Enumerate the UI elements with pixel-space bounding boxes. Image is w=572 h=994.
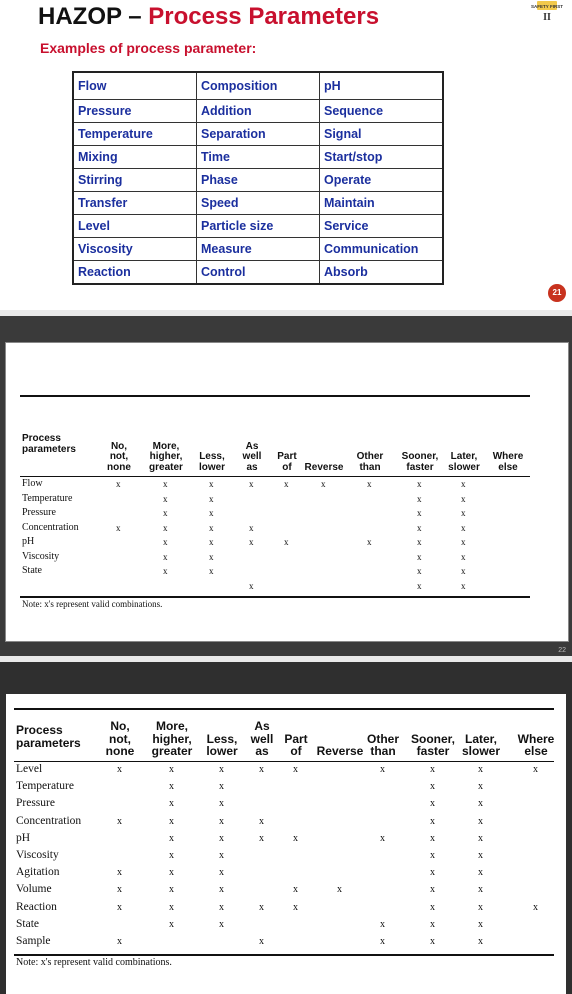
row-label: Concentration — [16, 814, 82, 827]
combination-mark: x — [293, 901, 298, 913]
table-cell: Mixing — [73, 146, 197, 169]
combination-mark: x — [478, 832, 483, 844]
combination-mark: x — [293, 832, 298, 844]
combination-mark: x — [478, 936, 483, 947]
table-cell: Maintain — [320, 192, 444, 215]
table-cell: Speed — [197, 192, 320, 215]
column-header: No, not, none — [107, 440, 131, 473]
svg-text:SAFETY FIRST: SAFETY FIRST — [531, 4, 563, 9]
column-header: Reverse — [304, 461, 344, 473]
table-cell: Level — [73, 215, 197, 238]
row-label: Reaction — [16, 900, 57, 913]
table-top-rule — [14, 708, 554, 710]
combination-mark: x — [219, 798, 224, 810]
combination-mark: x — [417, 479, 422, 489]
slide-guideword-combinations-2 — [0, 662, 572, 994]
combination-mark: x — [169, 764, 174, 775]
combination-mark: x — [219, 815, 224, 827]
table-cell: Separation — [197, 123, 320, 146]
combination-mark: x — [430, 867, 435, 879]
table-cell: Flow — [73, 72, 197, 100]
table-cell: Reaction — [73, 261, 197, 285]
combination-mark: x — [478, 901, 483, 913]
combination-mark: x — [259, 901, 264, 913]
combination-mark: x — [219, 832, 224, 844]
column-header: Later, slower — [448, 451, 480, 473]
combination-mark: x — [116, 522, 121, 533]
combination-mark: x — [169, 798, 174, 810]
column-header: Less, lower — [198, 451, 226, 473]
table-cell: Service — [320, 215, 444, 238]
combination-mark: x — [461, 551, 466, 562]
combination-mark: x — [478, 781, 483, 793]
table-cell: Addition — [197, 100, 320, 123]
combination-mark: x — [117, 815, 122, 827]
row-label: State — [22, 565, 42, 576]
combination-mark: x — [293, 884, 298, 896]
combination-mark: x — [461, 537, 466, 547]
table-bottom-rule — [20, 596, 530, 598]
table-cell: Operate — [320, 169, 444, 192]
combination-mark: x — [478, 867, 483, 879]
combination-mark: x — [478, 850, 483, 861]
combination-mark: x — [478, 884, 483, 896]
combination-mark: x — [461, 479, 466, 489]
page-number-badge: 21 — [548, 284, 566, 302]
combination-mark: x — [219, 884, 224, 896]
combination-mark: x — [430, 918, 435, 930]
column-header: Part of — [284, 731, 308, 759]
row-label: State — [16, 917, 39, 930]
column-header: Part of — [277, 451, 297, 473]
row-label: Viscosity — [22, 550, 60, 562]
table-row — [73, 100, 443, 123]
combination-mark: x — [209, 566, 214, 576]
table-cell: Absorb — [320, 261, 444, 285]
combination-mark: x — [417, 537, 422, 547]
safety-first-logo-icon — [531, 0, 563, 23]
combination-mark: x — [461, 580, 466, 591]
combination-mark: x — [117, 867, 122, 879]
table-cell: Stirring — [73, 169, 197, 192]
column-header: As well as — [250, 719, 274, 759]
page-number: 22 — [558, 647, 566, 654]
row-label: Pressure — [22, 507, 56, 518]
scanned-table-1 — [5, 342, 569, 642]
row-label: Concentration — [22, 521, 79, 533]
combination-mark: x — [163, 537, 168, 547]
column-header: As well as — [242, 440, 262, 473]
combination-mark: x — [259, 764, 264, 775]
table-row — [73, 123, 443, 146]
table-cell: Communication — [320, 238, 444, 261]
table-row — [73, 238, 443, 261]
combination-mark: x — [461, 493, 466, 504]
combination-mark: x — [380, 764, 385, 775]
combination-mark: x — [163, 493, 168, 504]
row-label: Temperature — [16, 780, 74, 793]
table-cell: Phase — [197, 169, 320, 192]
combination-mark: x — [169, 832, 174, 844]
combination-mark: x — [461, 508, 466, 518]
column-header: No, not, none — [105, 719, 135, 759]
combination-mark: x — [417, 551, 422, 562]
combination-mark: x — [116, 479, 121, 489]
table-cell: Composition — [197, 72, 320, 100]
row-label: Volume — [16, 883, 52, 896]
combination-mark: x — [380, 918, 385, 930]
row-label: Pressure — [16, 797, 55, 810]
combination-mark: x — [219, 850, 224, 861]
table-cell: Viscosity — [73, 238, 197, 261]
combination-mark: x — [249, 580, 254, 591]
combination-mark: x — [430, 764, 435, 775]
combination-mark: x — [163, 479, 168, 489]
row-label: Temperature — [22, 492, 73, 504]
combination-mark: x — [219, 901, 224, 913]
combination-mark: x — [293, 764, 298, 775]
combination-mark: x — [209, 537, 214, 547]
combination-mark: x — [169, 815, 174, 827]
combination-mark: x — [533, 764, 538, 775]
table-cell: Sequence — [320, 100, 444, 123]
title-black-part: HAZOP – — [38, 3, 149, 30]
combination-mark: x — [163, 566, 168, 576]
combination-mark: x — [461, 522, 466, 533]
combination-mark: x — [417, 522, 422, 533]
table-row — [73, 72, 443, 100]
table-top-rule — [20, 395, 530, 397]
title-red-part: Process Parameters — [148, 3, 380, 30]
combination-mark: x — [478, 918, 483, 930]
combination-mark: x — [417, 493, 422, 504]
table-cell: Signal — [320, 123, 444, 146]
combination-mark: x — [163, 522, 168, 533]
column-header: Less, lower — [206, 731, 238, 759]
table-cell: Particle size — [197, 215, 320, 238]
column-header: Reverse — [316, 744, 364, 759]
combination-mark: x — [117, 936, 122, 947]
column-header: Where else — [492, 451, 524, 473]
table-note: Note: x's represent valid combinations. — [22, 599, 163, 609]
combination-mark: x — [284, 479, 289, 489]
combination-mark: x — [169, 781, 174, 793]
combination-mark: x — [430, 832, 435, 844]
combination-mark: x — [169, 850, 174, 861]
row-label: Agitation — [16, 866, 60, 879]
column-header: Later, slower — [461, 731, 500, 759]
column-header: Where else — [517, 731, 555, 759]
scanned-table-2 — [6, 694, 566, 994]
table-cell: Temperature — [73, 123, 197, 146]
combination-mark: x — [380, 832, 385, 844]
combination-mark: x — [169, 918, 174, 930]
slide-title — [38, 3, 379, 31]
slide-subtitle: Examples of process parameter: — [40, 40, 257, 56]
combination-mark: x — [249, 479, 254, 489]
table-cell: Measure — [197, 238, 320, 261]
header-process-parameters: Process parameters — [16, 723, 81, 750]
combination-mark: x — [163, 508, 168, 518]
combination-mark: x — [249, 537, 254, 547]
table-row — [73, 146, 443, 169]
combination-mark: x — [430, 936, 435, 947]
combination-mark: x — [367, 479, 372, 489]
column-header: Other than — [366, 731, 399, 759]
header-process-parameters: Process parameters — [22, 433, 76, 455]
combination-mark: x — [249, 522, 254, 533]
table-row — [73, 215, 443, 238]
combination-mark: x — [259, 832, 264, 844]
combination-mark: x — [417, 566, 422, 576]
table-bottom-rule — [14, 954, 554, 956]
combination-mark: x — [461, 566, 466, 576]
combination-mark: x — [219, 764, 224, 775]
combination-mark: x — [219, 781, 224, 793]
combination-mark: x — [209, 551, 214, 562]
combination-mark: x — [117, 901, 122, 913]
combination-mark: x — [430, 815, 435, 827]
combination-mark: x — [478, 815, 483, 827]
slide-process-parameters — [0, 0, 572, 310]
combination-mark: x — [478, 798, 483, 810]
combination-mark: x — [209, 479, 214, 489]
slide-guideword-combinations-1 — [0, 316, 572, 656]
column-header: More, higher, greater — [151, 719, 193, 759]
combination-mark: x — [117, 764, 122, 775]
combination-mark: x — [533, 901, 538, 913]
row-label: Level — [16, 763, 43, 775]
table-cell: Time — [197, 146, 320, 169]
combination-mark: x — [169, 867, 174, 879]
combination-mark: x — [380, 936, 385, 947]
table-cell: Start/stop — [320, 146, 444, 169]
combination-mark: x — [169, 884, 174, 896]
combination-mark: x — [430, 781, 435, 793]
header-rule — [20, 476, 530, 477]
row-label: Viscosity — [16, 849, 59, 861]
combination-mark: x — [163, 551, 168, 562]
row-label: Flow — [22, 478, 43, 489]
combination-mark: x — [284, 537, 289, 547]
combination-mark: x — [417, 580, 422, 591]
combination-mark: x — [209, 522, 214, 533]
table-cell: pH — [320, 72, 444, 100]
table-cell: Pressure — [73, 100, 197, 123]
row-label: Sample — [16, 935, 51, 947]
combination-mark: x — [219, 918, 224, 930]
row-label: pH — [16, 831, 31, 844]
column-header: Sooner, faster — [401, 451, 439, 473]
column-header: More, higher, greater — [149, 440, 183, 473]
combination-mark: x — [430, 884, 435, 896]
combination-mark: x — [259, 936, 264, 947]
table-cell: Control — [197, 261, 320, 285]
table-row — [73, 169, 443, 192]
table-cell: Transfer — [73, 192, 197, 215]
row-label: pH — [22, 536, 35, 547]
column-header: Sooner, faster — [410, 731, 455, 759]
combination-mark: x — [430, 901, 435, 913]
table-note: Note: x's represent valid combinations. — [16, 957, 172, 969]
combination-mark: x — [430, 798, 435, 810]
combination-mark: x — [337, 884, 342, 896]
process-parameter-table — [72, 71, 444, 285]
table-row — [73, 261, 443, 285]
svg-text:II: II — [543, 12, 551, 23]
combination-mark: x — [219, 867, 224, 879]
combination-mark: x — [417, 508, 422, 518]
combination-mark: x — [117, 884, 122, 896]
table-row — [73, 192, 443, 215]
combination-mark: x — [478, 764, 483, 775]
combination-mark: x — [169, 901, 174, 913]
combination-mark: x — [367, 537, 372, 547]
combination-mark: x — [321, 479, 326, 489]
combination-mark: x — [209, 508, 214, 518]
combination-mark: x — [209, 493, 214, 504]
header-rule — [14, 761, 554, 762]
combination-mark: x — [430, 850, 435, 861]
combination-mark: x — [259, 815, 264, 827]
column-header: Other than — [356, 451, 384, 473]
